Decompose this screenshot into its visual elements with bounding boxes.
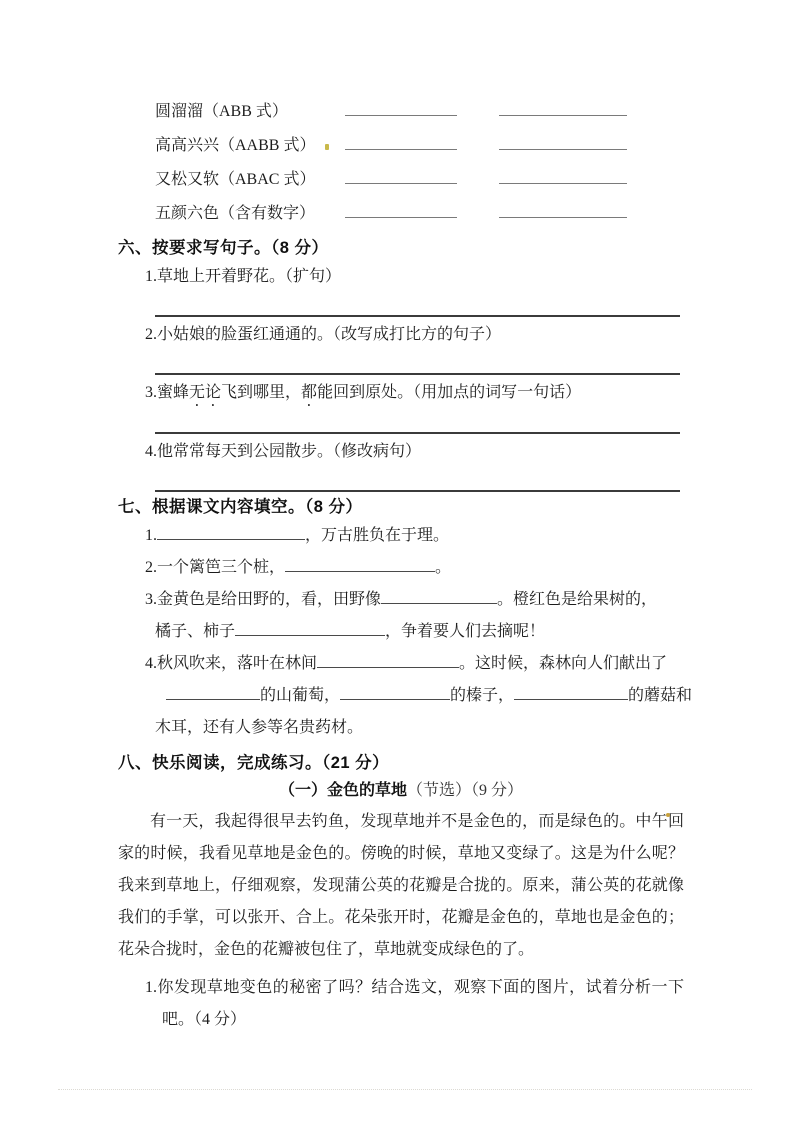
answer-blank	[345, 137, 457, 150]
fill-blank	[235, 623, 385, 636]
item-3-prefix: 3.蜜蜂	[145, 384, 190, 401]
answer-row	[118, 410, 684, 436]
word-row-label-wrap	[155, 163, 345, 197]
item-3-line-1-prefix: 3.金黄色是给田野的，看，田野像	[145, 591, 382, 608]
section-seven-item-4-line-1	[145, 648, 684, 680]
word-formation-list	[118, 95, 684, 231]
section-six-item-1: 1.草地上开着野花。（扩句）	[145, 268, 342, 285]
section-eight-title: 八、快乐阅读，完成练习。（21 分）	[118, 754, 390, 772]
item-3-suffix: 能回到原处。（用加点的词写一句话）	[317, 384, 582, 401]
word-row-label-wrap	[155, 129, 345, 163]
word-row-label: 圆溜溜（ABB 式）	[155, 103, 288, 120]
answer-blank	[499, 171, 627, 184]
item-3-line-2-prefix: 橘子、柿子	[155, 623, 236, 640]
answer-blank	[345, 171, 457, 184]
item-4-line-1-prefix: 4.秋风吹来，落叶在林间	[145, 655, 318, 672]
fill-blank	[514, 687, 628, 700]
fill-blank	[285, 559, 435, 572]
section-seven-title: 七、根据课文内容填空。（8 分）	[118, 498, 363, 516]
word-row-label: 高高兴兴（AABB 式）	[155, 137, 316, 154]
item-4-hazelnuts: 的榛子，	[450, 687, 515, 704]
word-row-label: 又松又软（ABAC 式）	[155, 171, 316, 188]
item-4-line-1-suffix: 。这时候，森林向人们献出了	[459, 655, 668, 672]
section-seven-item-3-line-2	[155, 616, 684, 648]
answer-line	[155, 410, 680, 434]
answer-line	[155, 468, 680, 492]
fill-blank	[317, 655, 459, 668]
fill-blank	[381, 591, 497, 604]
word-row-number-idiom	[155, 197, 684, 231]
section-seven-item-4-line-3: 木耳，还有人参等名贵药材。	[155, 719, 364, 736]
section-seven-item-1	[145, 520, 684, 552]
section-seven-item-4-line-2	[166, 680, 693, 712]
section-seven	[118, 494, 693, 744]
section-six-title: 六、按要求写句子。（8 分）	[118, 239, 329, 257]
answer-blank	[345, 205, 457, 218]
word-row-label-wrap	[155, 197, 345, 231]
passage-title-main: （一）金色的草地	[278, 782, 407, 799]
item-1-suffix: ，万古胜负在于理。	[305, 527, 450, 544]
section-six-item-2: 2.小姑娘的脸蛋红通通的。（改写成打比方的句子）	[145, 326, 502, 343]
item-4-grapes: 的山葡萄，	[260, 687, 341, 704]
word-row-label-wrap	[155, 95, 345, 129]
reading-passage	[118, 806, 684, 966]
reading-question-1: 1.你发现草地变色的秘密了吗？结合选文，观察下面的图片，试着分析一下吧。（4 分）	[145, 979, 684, 1028]
page-content	[118, 95, 693, 1036]
emphasized-word-wulun: 无论	[189, 384, 222, 401]
passage-text-part-1: 有一天，我起得很早去钓鱼，发现草地并不是金色的，而是绿色的。中午	[150, 813, 668, 830]
answer-blank	[499, 137, 627, 150]
passage-text-part-2: 回家的时候，我看见草地是金色的。傍晚的时候，草地又变绿了。这是为什么呢？我来到草地上，仔细观察，发现蒲公英的花瓣是合拢的。原来，蒲公英的花就像我们的手掌，可以张开、合上。花朵张开时，花瓣是金色的，草地也是金色的；花朵合拢时，金色的花瓣被包住了，草地就变成绿色的了。	[118, 813, 684, 958]
fill-blank	[157, 527, 305, 540]
passage-title-note: （节选）（9 分）	[407, 782, 524, 799]
fill-blank	[340, 687, 450, 700]
answer-line	[155, 351, 680, 375]
word-row-abac	[155, 163, 684, 197]
item-number: 1.	[145, 527, 157, 544]
word-row-abb	[155, 95, 684, 129]
item-4-mushrooms: 的蘑菇和	[628, 687, 693, 704]
item-2-prefix: 2.一个篱笆三个桩，	[145, 559, 286, 576]
section-eight	[118, 750, 684, 1036]
answer-row	[118, 293, 684, 319]
answer-row	[118, 468, 684, 494]
section-seven-item-2	[145, 552, 684, 584]
word-row-aabb	[155, 129, 684, 163]
yellow-scan-mark	[325, 144, 329, 150]
section-six-item-3	[145, 377, 684, 410]
answer-blank	[345, 103, 457, 116]
answer-blank	[499, 103, 627, 116]
answer-line	[155, 293, 680, 317]
item-3-line-2-suffix: ，争着要人们去摘呢！	[385, 623, 546, 640]
passage-title	[118, 776, 684, 806]
item-3-middle: 飞到哪里，	[221, 384, 302, 401]
item-3-line-1-suffix: 。橙红色是给果树的，	[497, 591, 658, 608]
scan-artifact-dotted-line	[58, 1089, 752, 1090]
section-seven-item-3-line-1	[145, 584, 684, 616]
answer-blank	[499, 205, 627, 218]
word-row-label: 五颜六色（含有数字）	[155, 205, 316, 222]
answer-row	[118, 351, 684, 377]
emphasized-word-dou: 都	[301, 384, 318, 401]
section-six-item-4: 4.他常常每天到公园散步。（修改病句）	[145, 443, 422, 460]
section-six	[118, 235, 684, 494]
item-2-suffix: 。	[435, 559, 452, 576]
fill-blank	[166, 687, 260, 700]
